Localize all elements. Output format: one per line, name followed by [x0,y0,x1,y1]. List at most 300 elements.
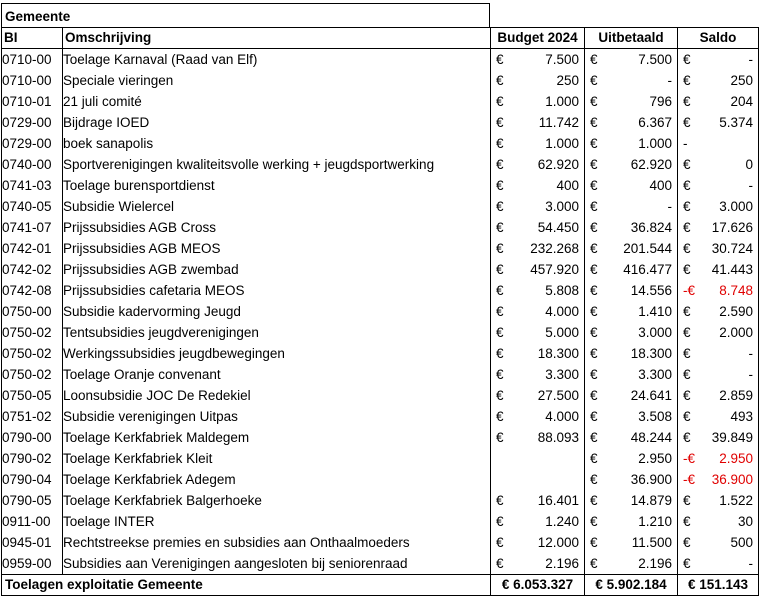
currency-symbol: € [590,240,598,256]
cell-description: Subsidie kadervorming Jeugd [63,301,491,322]
cell-budget-value: 5.000 [545,324,579,340]
currency-symbol: € [496,72,504,88]
cell-budget-value: 457.920 [530,261,579,277]
cell-saldo [678,448,759,469]
cell-bi: 0945-01 [2,532,63,553]
cell-bi: 0742-08 [2,280,63,301]
cell-paid [585,448,678,469]
cell-paid [585,469,678,490]
cell-budget-value: 62.920 [537,156,579,172]
table-row [2,511,759,532]
currency-symbol: € [683,177,691,193]
currency-symbol: -€ [683,471,696,487]
total-label: Toelagen exploitatie Gemeente [2,575,491,596]
cell-budget [491,532,585,553]
total-saldo: € 151.143 [678,575,759,596]
cell-paid-value: 3.508 [638,408,672,424]
table-row [2,217,759,238]
cell-paid [585,91,678,112]
cell-saldo-value: - [748,555,753,571]
table-row [2,406,759,427]
cell-budget-value: 12.000 [537,534,579,550]
table-row [2,259,759,280]
currency-symbol: € [590,303,598,319]
cell-saldo [678,406,759,427]
cell-saldo [678,259,759,280]
currency-symbol: € [683,240,691,256]
cell-paid [585,427,678,448]
currency-symbol: € [590,93,598,109]
currency-symbol: € [496,177,504,193]
currency-symbol: € [590,534,598,550]
cell-saldo [678,154,759,175]
cell-paid [585,175,678,196]
currency-symbol: € [590,513,598,529]
currency-symbol: € [496,156,504,172]
currency-symbol: € [590,177,598,193]
currency-symbol: € [496,282,504,298]
cell-description: Sportverenigingen kwaliteitsvolle werking + jeugdsportwerking [63,154,491,175]
currency-symbol: € [496,534,504,550]
cell-paid-value: 14.556 [630,282,672,298]
cell-saldo-value: 1.522 [719,492,753,508]
cell-budget [491,280,585,301]
cell-paid [585,553,678,575]
cell-paid-value: 18.300 [630,345,672,361]
cell-bi: 0740-05 [2,196,63,217]
cell-description: Toelage Kerkfabriek Maldegem [63,427,491,448]
currency-symbol: € [683,387,691,403]
cell-paid-value: 7.500 [638,51,672,67]
cell-description: Prijssubsidies AGB zwembad [63,259,491,280]
cell-budget [491,322,585,343]
cell-saldo [678,196,759,217]
currency-symbol: - [683,135,688,151]
cell-budget-value: 232.268 [530,240,579,256]
currency-symbol: € [683,198,691,214]
currency-symbol: € [683,492,691,508]
cell-budget [491,154,585,175]
cell-paid-value: 3.000 [638,324,672,340]
cell-saldo [678,490,759,511]
currency-symbol: € [683,156,691,172]
cell-saldo-value: 0 [745,156,753,172]
currency-symbol: € [496,513,504,529]
cell-paid [585,238,678,259]
currency-symbol: € [683,408,691,424]
currency-symbol: € [590,114,598,130]
cell-bi: 0710-00 [2,70,63,91]
table-row [2,490,759,511]
currency-symbol: € [590,345,598,361]
currency-symbol: € [496,324,504,340]
cell-paid-value: - [667,72,672,88]
cell-budget-value: 4.000 [545,303,579,319]
cell-bi: 0790-02 [2,448,63,469]
cell-bi: 0742-02 [2,259,63,280]
cell-paid [585,70,678,91]
cell-paid [585,490,678,511]
cell-paid-value: 2.950 [638,450,672,466]
cell-description: Toelage Karnaval (Raad van Elf) [63,49,491,71]
cell-paid-value: 1.210 [638,513,672,529]
currency-symbol: € [496,135,504,151]
cell-paid [585,49,678,71]
cell-description: Loonsubsidie JOC De Redekiel [63,385,491,406]
table-row [2,469,759,490]
cell-description: Toelage INTER [63,511,491,532]
cell-description: Prijssubsidies AGB MEOS [63,238,491,259]
table-row [2,91,759,112]
cell-bi: 0729-00 [2,112,63,133]
currency-symbol: € [496,261,504,277]
currency-symbol: € [683,534,691,550]
cell-saldo-value: 2.950 [719,450,753,466]
cell-budget [491,469,585,490]
table-row [2,112,759,133]
currency-symbol: € [590,492,598,508]
currency-symbol: € [683,51,691,67]
cell-budget [491,238,585,259]
currency-symbol: € [590,51,598,67]
cell-paid-value: 6.367 [638,114,672,130]
currency-symbol: € [496,93,504,109]
cell-saldo [678,364,759,385]
cell-budget-value: 3.300 [545,366,579,382]
cell-saldo [678,91,759,112]
cell-paid-value: 1.410 [638,303,672,319]
cell-saldo [678,112,759,133]
currency-symbol: € [590,72,598,88]
cell-paid [585,364,678,385]
cell-budget-value: 88.093 [537,429,579,445]
cell-paid [585,280,678,301]
cell-description: Bijdrage IOED [63,112,491,133]
cell-paid-value: 201.544 [623,240,672,256]
cell-saldo-value: 36.900 [711,471,753,487]
currency-symbol: € [590,429,598,445]
currency-symbol: € [683,429,691,445]
cell-saldo-value: 2.000 [719,324,753,340]
cell-budget-value: 1.000 [545,93,579,109]
table-row [2,322,759,343]
currency-symbol: € [496,303,504,319]
cell-bi: 0729-00 [2,133,63,154]
cell-budget-value: 18.300 [537,345,579,361]
currency-symbol: € [683,366,691,382]
total-row [2,575,759,596]
cell-saldo-value: 493 [730,408,753,424]
currency-symbol: € [683,114,691,130]
cell-saldo-value: - [748,51,753,67]
currency-symbol: € [683,513,691,529]
cell-description: Subsidies aan Verenigingen aangesloten bij seniorenraad [63,553,491,575]
currency-symbol: € [590,156,598,172]
currency-symbol: € [590,450,598,466]
cell-bi: 0741-03 [2,175,63,196]
cell-budget-value: 1.240 [545,513,579,529]
cell-paid [585,196,678,217]
cell-saldo [678,49,759,71]
subsidy-table [1,27,759,596]
currency-symbol: € [496,345,504,361]
cell-budget [491,259,585,280]
cell-saldo [678,343,759,364]
currency-symbol: € [683,219,691,235]
cell-saldo-value: - [748,345,753,361]
cell-budget-value: 1.000 [545,135,579,151]
cell-description: Tentsubsidies jeugdverenigingen [63,322,491,343]
cell-paid [585,217,678,238]
currency-symbol: € [496,240,504,256]
cell-saldo-value: - [748,366,753,382]
cell-budget-value: 2.196 [545,555,579,571]
cell-budget [491,91,585,112]
cell-bi: 0790-05 [2,490,63,511]
cell-paid-value: 1.000 [638,135,672,151]
cell-paid [585,511,678,532]
cell-saldo-value: 3.000 [719,198,753,214]
header-bi: BI [2,28,63,49]
cell-description: Subsidie verenigingen Uitpas [63,406,491,427]
cell-bi: 0750-02 [2,343,63,364]
cell-bi: 0741-07 [2,217,63,238]
cell-paid [585,154,678,175]
cell-budget-value: 5.808 [545,282,579,298]
cell-saldo [678,70,759,91]
cell-paid [585,322,678,343]
currency-symbol: € [496,492,504,508]
cell-saldo [678,301,759,322]
cell-bi: 0790-00 [2,427,63,448]
cell-budget [491,364,585,385]
cell-paid [585,301,678,322]
cell-saldo [678,175,759,196]
cell-description: Prijssubsidies AGB Cross [63,217,491,238]
cell-description: Toelage Kerkfabriek Adegem [63,469,491,490]
cell-saldo-value: 500 [730,534,753,550]
cell-budget-value: 54.450 [537,219,579,235]
cell-saldo-value: - [748,177,753,193]
cell-paid-value: - [667,198,672,214]
cell-description: boek sanapolis [63,133,491,154]
table-row [2,133,759,154]
cell-description: Toelage Kerkfabriek Balgerhoeke [63,490,491,511]
table-row [2,448,759,469]
cell-budget [491,301,585,322]
currency-symbol: -€ [683,450,696,466]
table-row [2,238,759,259]
table-row [2,553,759,575]
currency-symbol: -€ [683,282,696,298]
cell-paid-value: 36.900 [630,471,672,487]
header-budget: Budget 2024 [491,28,585,49]
cell-saldo [678,469,759,490]
table-row [2,49,759,71]
cell-bi: 0742-01 [2,238,63,259]
cell-description: Speciale vieringen [63,70,491,91]
cell-budget [491,175,585,196]
cell-paid [585,532,678,553]
cell-budget [491,196,585,217]
cell-saldo-value: 8.748 [719,282,753,298]
currency-symbol: € [683,72,691,88]
cell-saldo-value: 5.374 [719,114,753,130]
cell-budget-value: 400 [556,177,579,193]
header-paid: Uitbetaald [585,28,678,49]
currency-symbol: € [590,408,598,424]
table-row [2,196,759,217]
cell-paid-value: 62.920 [630,156,672,172]
cell-description: Toelage Kerkfabriek Kleit [63,448,491,469]
cell-budget-value: 7.500 [545,51,579,67]
cell-budget-value: 11.742 [538,114,579,130]
cell-bi: 0751-02 [2,406,63,427]
cell-budget [491,553,585,575]
cell-paid [585,343,678,364]
cell-saldo-value: 2.590 [719,303,753,319]
cell-saldo [678,511,759,532]
cell-paid [585,385,678,406]
currency-symbol: € [683,303,691,319]
cell-bi: 0710-00 [2,49,63,71]
cell-budget [491,490,585,511]
cell-budget [491,343,585,364]
cell-saldo [678,322,759,343]
cell-saldo [678,217,759,238]
cell-saldo [678,532,759,553]
cell-budget [491,385,585,406]
cell-budget-value: 3.000 [545,198,579,214]
header-description: Omschrijving [63,28,491,49]
cell-bi: 0750-02 [2,322,63,343]
currency-symbol: € [683,345,691,361]
total-budget: € 6.053.327 [491,575,585,596]
cell-bi: 0750-00 [2,301,63,322]
total-paid: € 5.902.184 [585,575,678,596]
cell-description: Toelage burensportdienst [63,175,491,196]
cell-saldo [678,553,759,575]
cell-bi: 0911-00 [2,511,63,532]
currency-symbol: € [590,366,598,382]
cell-budget [491,511,585,532]
cell-budget [491,70,585,91]
cell-saldo-value: 17.626 [711,219,753,235]
cell-budget-value: 16.401 [537,492,579,508]
cell-saldo [678,427,759,448]
currency-symbol: € [590,555,598,571]
table-row [2,280,759,301]
cell-budget [491,112,585,133]
currency-symbol: € [590,471,598,487]
cell-saldo [678,133,759,154]
cell-saldo-value: 250 [730,72,753,88]
cell-budget [491,133,585,154]
cell-paid-value: 796 [649,93,672,109]
cell-saldo-value: 41.443 [711,261,753,277]
currency-symbol: € [590,135,598,151]
table-row [2,532,759,553]
cell-budget-value: 27.500 [537,387,579,403]
currency-symbol: € [496,198,504,214]
cell-budget [491,427,585,448]
cell-paid [585,133,678,154]
table-row [2,385,759,406]
currency-symbol: € [496,114,504,130]
cell-saldo [678,238,759,259]
table-row [2,427,759,448]
cell-description: 21 juli comité [63,91,491,112]
cell-saldo-value: 30.724 [711,240,753,256]
cell-budget [491,49,585,71]
cell-description: Werkingssubsidies jeugdbewegingen [63,343,491,364]
cell-paid-value: 11.500 [631,534,672,550]
currency-symbol: € [590,261,598,277]
currency-symbol: € [496,429,504,445]
cell-paid [585,406,678,427]
table-row [2,70,759,91]
cell-paid [585,112,678,133]
cell-bi: 0750-05 [2,385,63,406]
cell-description: Toelage Oranje convenant [63,364,491,385]
cell-bi: 0740-00 [2,154,63,175]
currency-symbol: € [590,198,598,214]
currency-symbol: € [683,93,691,109]
currency-symbol: € [683,261,691,277]
cell-budget-value: 250 [556,72,579,88]
cell-saldo [678,385,759,406]
cell-bi: 0959-00 [2,553,63,575]
cell-paid [585,259,678,280]
table-row [2,364,759,385]
currency-symbol: € [496,51,504,67]
table-row [2,301,759,322]
cell-description: Subsidie Wielercel [63,196,491,217]
cell-bi: 0790-04 [2,469,63,490]
currency-symbol: € [496,219,504,235]
cell-paid-value: 416.477 [623,261,672,277]
currency-symbol: € [683,324,691,340]
cell-paid-value: 3.300 [638,366,672,382]
cell-budget [491,406,585,427]
cell-paid-value: 2.196 [638,555,672,571]
currency-symbol: € [590,387,598,403]
currency-symbol: € [683,555,691,571]
currency-symbol: € [496,408,504,424]
cell-paid-value: 24.641 [630,387,672,403]
table-row [2,343,759,364]
currency-symbol: € [496,387,504,403]
cell-saldo [678,280,759,301]
cell-paid-value: 14.879 [630,492,672,508]
cell-saldo-value: 204 [730,93,753,109]
cell-saldo-value: 39.849 [711,429,753,445]
table-row [2,175,759,196]
sheet-title: Gemeente [1,3,490,28]
currency-symbol: € [496,366,504,382]
table-row [2,154,759,175]
cell-saldo-value: 2.859 [719,387,753,403]
cell-bi: 0750-02 [2,364,63,385]
cell-budget-value: 4.000 [545,408,579,424]
currency-symbol: € [590,219,598,235]
header-saldo: Saldo [678,28,759,49]
cell-budget [491,448,585,469]
header-row [2,28,759,49]
cell-budget [491,217,585,238]
currency-symbol: € [590,282,598,298]
cell-description: Prijssubsidies cafetaria MEOS [63,280,491,301]
